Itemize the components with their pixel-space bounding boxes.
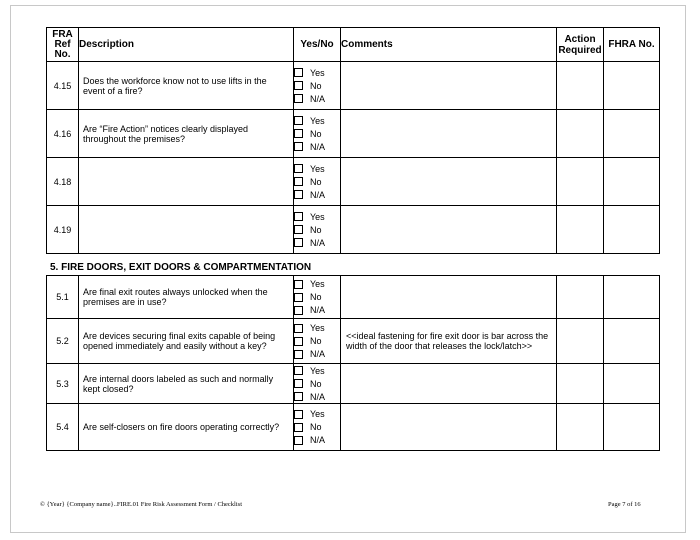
option-label: Yes [310, 409, 325, 419]
table-row [47, 158, 660, 206]
option-label: No [310, 378, 322, 389]
option-label: No [310, 128, 322, 139]
checkbox[interactable] [294, 129, 303, 138]
checkbox[interactable] [294, 366, 303, 375]
option-na[interactable] [294, 140, 340, 153]
table-row [47, 404, 660, 451]
row-fhra-no[interactable] [604, 206, 660, 254]
checkbox[interactable] [294, 350, 303, 359]
option-label: No [310, 422, 322, 432]
yes-no-options [294, 319, 341, 364]
option-yes[interactable] [294, 364, 340, 377]
option-label: Yes [310, 279, 325, 289]
header-fhra: FHRA No. [604, 28, 660, 62]
row-comments[interactable] [341, 404, 557, 451]
option-label: Yes [310, 211, 325, 222]
option-yes[interactable] [294, 66, 340, 79]
table-row [47, 62, 660, 110]
row-description [79, 158, 294, 206]
row-description: Are “Fire Action” notices clearly displayed throughout the premises? [79, 110, 294, 158]
section-5-title: 5. FIRE DOORS, EXIT DOORS & COMPARTMENTATION [50, 262, 312, 273]
option-yes[interactable] [294, 408, 340, 421]
checkbox[interactable] [294, 238, 303, 247]
footer-copyright: © {Year} {Company name}..FIRE.01 Fire Risk Assessment Form / Checklist [40, 501, 243, 508]
option-na[interactable] [294, 434, 340, 447]
checkbox[interactable] [294, 280, 303, 289]
option-yes[interactable] [294, 278, 340, 291]
option-na[interactable] [294, 188, 340, 201]
row-ref: 5.4 [47, 404, 79, 451]
row-comments[interactable] [341, 62, 557, 110]
row-action-required[interactable] [557, 110, 604, 158]
option-label: N/A [310, 305, 326, 315]
row-description: Does the workforce know not to use lifts in the event of a fire? [79, 62, 294, 110]
row-description [79, 206, 294, 254]
header-yesno: Yes/No [294, 28, 341, 62]
header-ref: FRA Ref No. [47, 28, 79, 62]
option-label: No [310, 80, 322, 91]
yes-no-options [294, 276, 341, 319]
option-label: Yes [310, 323, 325, 333]
table-row [47, 110, 660, 158]
row-description: Are internal doors labeled as such and normally kept closed? [79, 364, 294, 404]
option-no[interactable] [294, 377, 340, 390]
checkbox[interactable] [294, 337, 303, 346]
table-row [47, 206, 660, 254]
checkbox[interactable] [294, 324, 303, 333]
checkbox[interactable] [294, 379, 303, 388]
header-description: Description [79, 28, 294, 62]
row-fhra-no[interactable] [604, 62, 660, 110]
row-fhra-no[interactable] [604, 404, 660, 451]
option-label: N/A [310, 391, 326, 402]
checkbox[interactable] [294, 423, 303, 432]
option-no[interactable] [294, 335, 340, 348]
row-comments[interactable] [341, 364, 557, 404]
table-row [47, 276, 660, 319]
option-label: Yes [310, 365, 325, 376]
row-ref: 5.1 [47, 276, 79, 319]
yes-no-options [294, 206, 341, 254]
option-label: No [310, 336, 322, 346]
checkbox[interactable] [294, 293, 303, 302]
row-action-required[interactable] [557, 276, 604, 319]
row-fhra-no[interactable] [604, 110, 660, 158]
row-action-required[interactable] [557, 158, 604, 206]
table-row [47, 364, 660, 404]
table-header-row [47, 28, 660, 62]
option-na[interactable] [294, 92, 340, 105]
row-action-required[interactable] [557, 404, 604, 451]
checkbox[interactable] [294, 306, 303, 315]
option-label: Yes [310, 67, 325, 78]
row-ref: 4.19 [47, 206, 79, 254]
row-comments[interactable] [341, 276, 557, 319]
checklist-table-section-5 [46, 275, 660, 451]
row-fhra-no[interactable] [604, 364, 660, 404]
option-label: N/A [310, 93, 326, 104]
checkbox[interactable] [294, 410, 303, 419]
option-label: N/A [310, 237, 326, 248]
table-row [47, 319, 660, 364]
row-comments[interactable] [341, 158, 557, 206]
option-label: N/A [310, 141, 326, 152]
checkbox[interactable] [294, 164, 303, 173]
option-label: No [310, 292, 322, 302]
checkbox[interactable] [294, 177, 303, 186]
checkbox[interactable] [294, 81, 303, 90]
row-fhra-no[interactable] [604, 319, 660, 364]
option-no[interactable] [294, 175, 340, 188]
option-yes[interactable] [294, 322, 340, 335]
row-ref: 4.15 [47, 62, 79, 110]
option-label: Yes [310, 115, 325, 126]
row-comments[interactable] [341, 110, 557, 158]
row-fhra-no[interactable] [604, 158, 660, 206]
option-na[interactable] [294, 348, 340, 361]
footer-page-number: Page 7 of 16 [608, 501, 641, 508]
checklist-table-section-4 [46, 27, 660, 254]
option-label: No [310, 224, 322, 235]
row-ref: 5.2 [47, 319, 79, 364]
yes-no-options [294, 364, 341, 404]
yes-no-options [294, 110, 341, 158]
header-comments: Comments [341, 28, 557, 62]
checkbox[interactable] [294, 68, 303, 77]
option-no[interactable] [294, 79, 340, 92]
yes-no-options [294, 62, 341, 110]
option-no[interactable] [294, 127, 340, 140]
option-na[interactable] [294, 236, 340, 249]
checkbox[interactable] [294, 142, 303, 151]
option-label: N/A [310, 189, 326, 200]
row-fhra-no[interactable] [604, 276, 660, 319]
row-comments[interactable] [341, 206, 557, 254]
option-yes[interactable] [294, 114, 340, 127]
option-na[interactable] [294, 390, 340, 403]
option-yes[interactable] [294, 162, 340, 175]
yes-no-options [294, 404, 341, 451]
row-comments[interactable]: <<ideal fastening for fire exit door is bar across the width of the door that releases the lock/latch>> [341, 319, 557, 364]
option-no[interactable] [294, 223, 340, 236]
checkbox[interactable] [294, 212, 303, 221]
row-action-required[interactable] [557, 62, 604, 110]
option-na[interactable] [294, 304, 340, 317]
yes-no-options [294, 158, 341, 206]
row-description: Are devices securing final exits capable of being opened immediately and easily without a key? [79, 319, 294, 364]
row-description: Are final exit routes always unlocked when the premises are in use? [79, 276, 294, 319]
row-action-required[interactable] [557, 206, 604, 254]
row-ref: 4.18 [47, 158, 79, 206]
header-action-required: Action Required [557, 28, 604, 62]
option-yes[interactable] [294, 210, 340, 223]
checkbox[interactable] [294, 190, 303, 199]
checkbox[interactable] [294, 94, 303, 103]
row-ref: 5.3 [47, 364, 79, 404]
checkbox[interactable] [294, 116, 303, 125]
option-no[interactable] [294, 421, 340, 434]
option-label: Yes [310, 163, 325, 174]
row-ref: 4.16 [47, 110, 79, 158]
option-label: No [310, 176, 322, 187]
row-action-required[interactable] [557, 319, 604, 364]
row-description: Are self-closers on fire doors operating correctly? [79, 404, 294, 451]
checkbox[interactable] [294, 392, 303, 401]
checkbox[interactable] [294, 436, 303, 445]
option-label: N/A [310, 435, 326, 445]
checkbox[interactable] [294, 225, 303, 234]
row-action-required[interactable] [557, 364, 604, 404]
option-label: N/A [310, 349, 326, 359]
option-no[interactable] [294, 291, 340, 304]
